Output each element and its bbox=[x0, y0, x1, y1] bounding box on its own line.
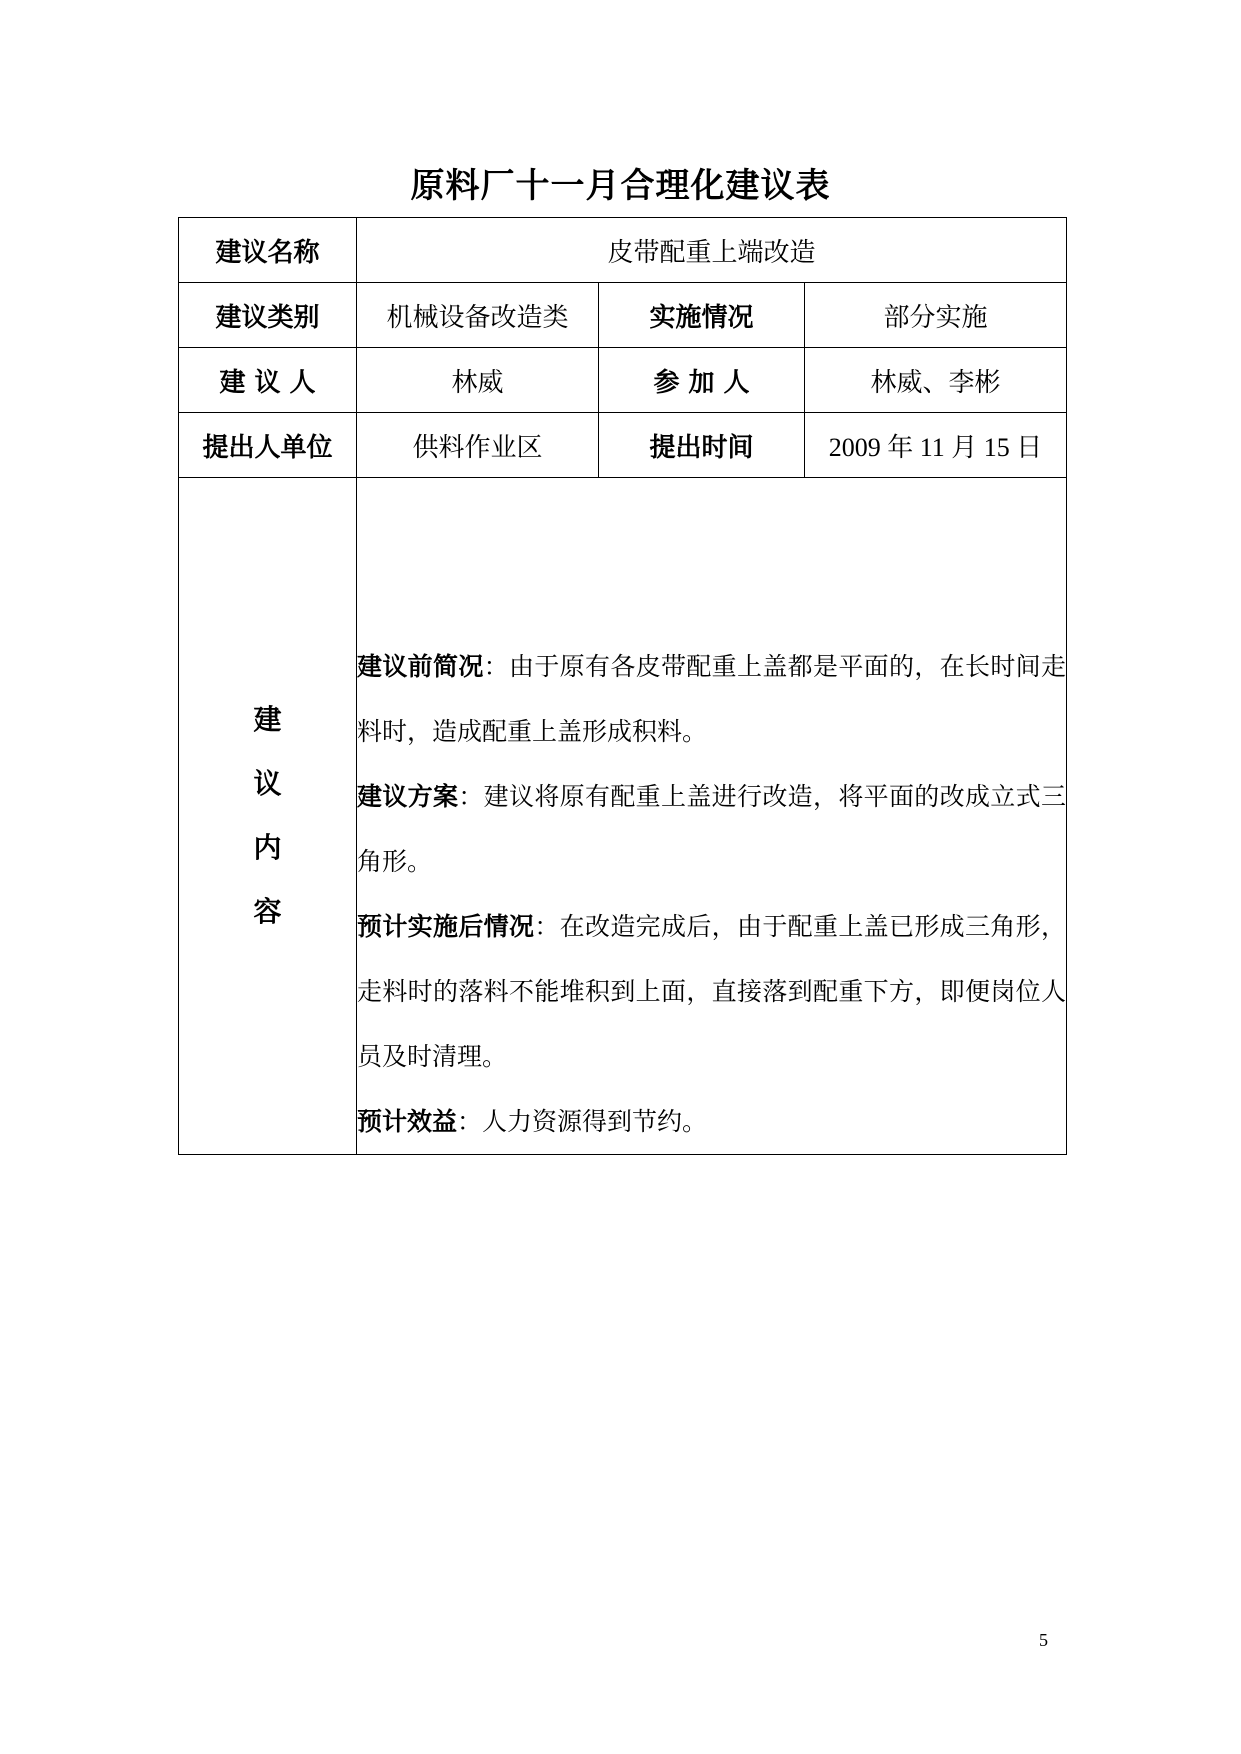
page-number: 5 bbox=[1039, 1630, 1048, 1650]
participants-value: 林威、李彬 bbox=[805, 348, 1067, 413]
date-value: 2009 年 11 月 15 日 bbox=[805, 413, 1067, 478]
unit-label: 提出人单位 bbox=[179, 413, 357, 478]
paragraph-background bbox=[357, 634, 1066, 764]
proposer-label: 建 议 人 bbox=[179, 348, 357, 413]
unit-value: 供料作业区 bbox=[357, 413, 599, 478]
page-title: 原料厂十一月合理化建议表 bbox=[410, 166, 831, 206]
paragraph-separator: ： bbox=[457, 1107, 483, 1136]
paragraph-heading: 预计效益 bbox=[357, 1107, 458, 1136]
paragraph-text: 人力资源得到节约。 bbox=[482, 1107, 708, 1136]
paragraph-text: 建议将原有配重上盖进行改造，将平面的改成立式三角形。 bbox=[357, 782, 1066, 876]
content-label-char: 内 bbox=[253, 831, 282, 864]
suggestion-name-label: 建议名称 bbox=[179, 218, 357, 283]
paragraph-heading: 预计实施后情况 bbox=[357, 912, 535, 941]
paragraph-heading: 建议前简况 bbox=[357, 652, 484, 681]
content-label bbox=[179, 478, 357, 1155]
suggestion-name-value: 皮带配重上端改造 bbox=[357, 218, 1067, 283]
category-value: 机械设备改造类 bbox=[357, 283, 599, 348]
content-label-char: 议 bbox=[253, 767, 282, 800]
suggestion-form-table bbox=[178, 217, 1067, 1155]
paragraph-heading: 建议方案 bbox=[357, 782, 459, 811]
paragraph-proposal bbox=[357, 764, 1066, 894]
status-value: 部分实施 bbox=[805, 283, 1067, 348]
row-proposer-participants bbox=[179, 348, 1067, 413]
content-label-char: 建 bbox=[253, 703, 282, 736]
paragraph-text: 在改造完成后，由于配重上盖已形成三角形，走料时的落料不能堆积到上面，直接落到配重下方，即便岗位人员及时清理。 bbox=[357, 912, 1066, 1071]
paragraph-expected-result bbox=[357, 894, 1066, 1089]
status-label: 实施情况 bbox=[599, 283, 805, 348]
participants-label: 参 加 人 bbox=[599, 348, 805, 413]
paragraph-separator: ： bbox=[534, 912, 560, 941]
row-content bbox=[179, 478, 1067, 1155]
row-suggestion-name bbox=[179, 218, 1067, 283]
paragraph-separator: ： bbox=[483, 652, 510, 681]
date-label: 提出时间 bbox=[599, 413, 805, 478]
row-unit-date bbox=[179, 413, 1067, 478]
row-category-status bbox=[179, 283, 1067, 348]
content-label-char: 容 bbox=[253, 895, 282, 928]
paragraph-separator: ： bbox=[458, 782, 484, 811]
content-cell bbox=[357, 478, 1067, 1155]
content-body bbox=[357, 634, 1066, 1154]
category-label: 建议类别 bbox=[179, 283, 357, 348]
paragraph-text: 由于原有各皮带配重上盖都是平面的，在长时间走料时，造成配重上盖形成积料。 bbox=[357, 652, 1066, 746]
proposer-value: 林威 bbox=[357, 348, 599, 413]
paragraph-benefit bbox=[357, 1089, 1066, 1154]
